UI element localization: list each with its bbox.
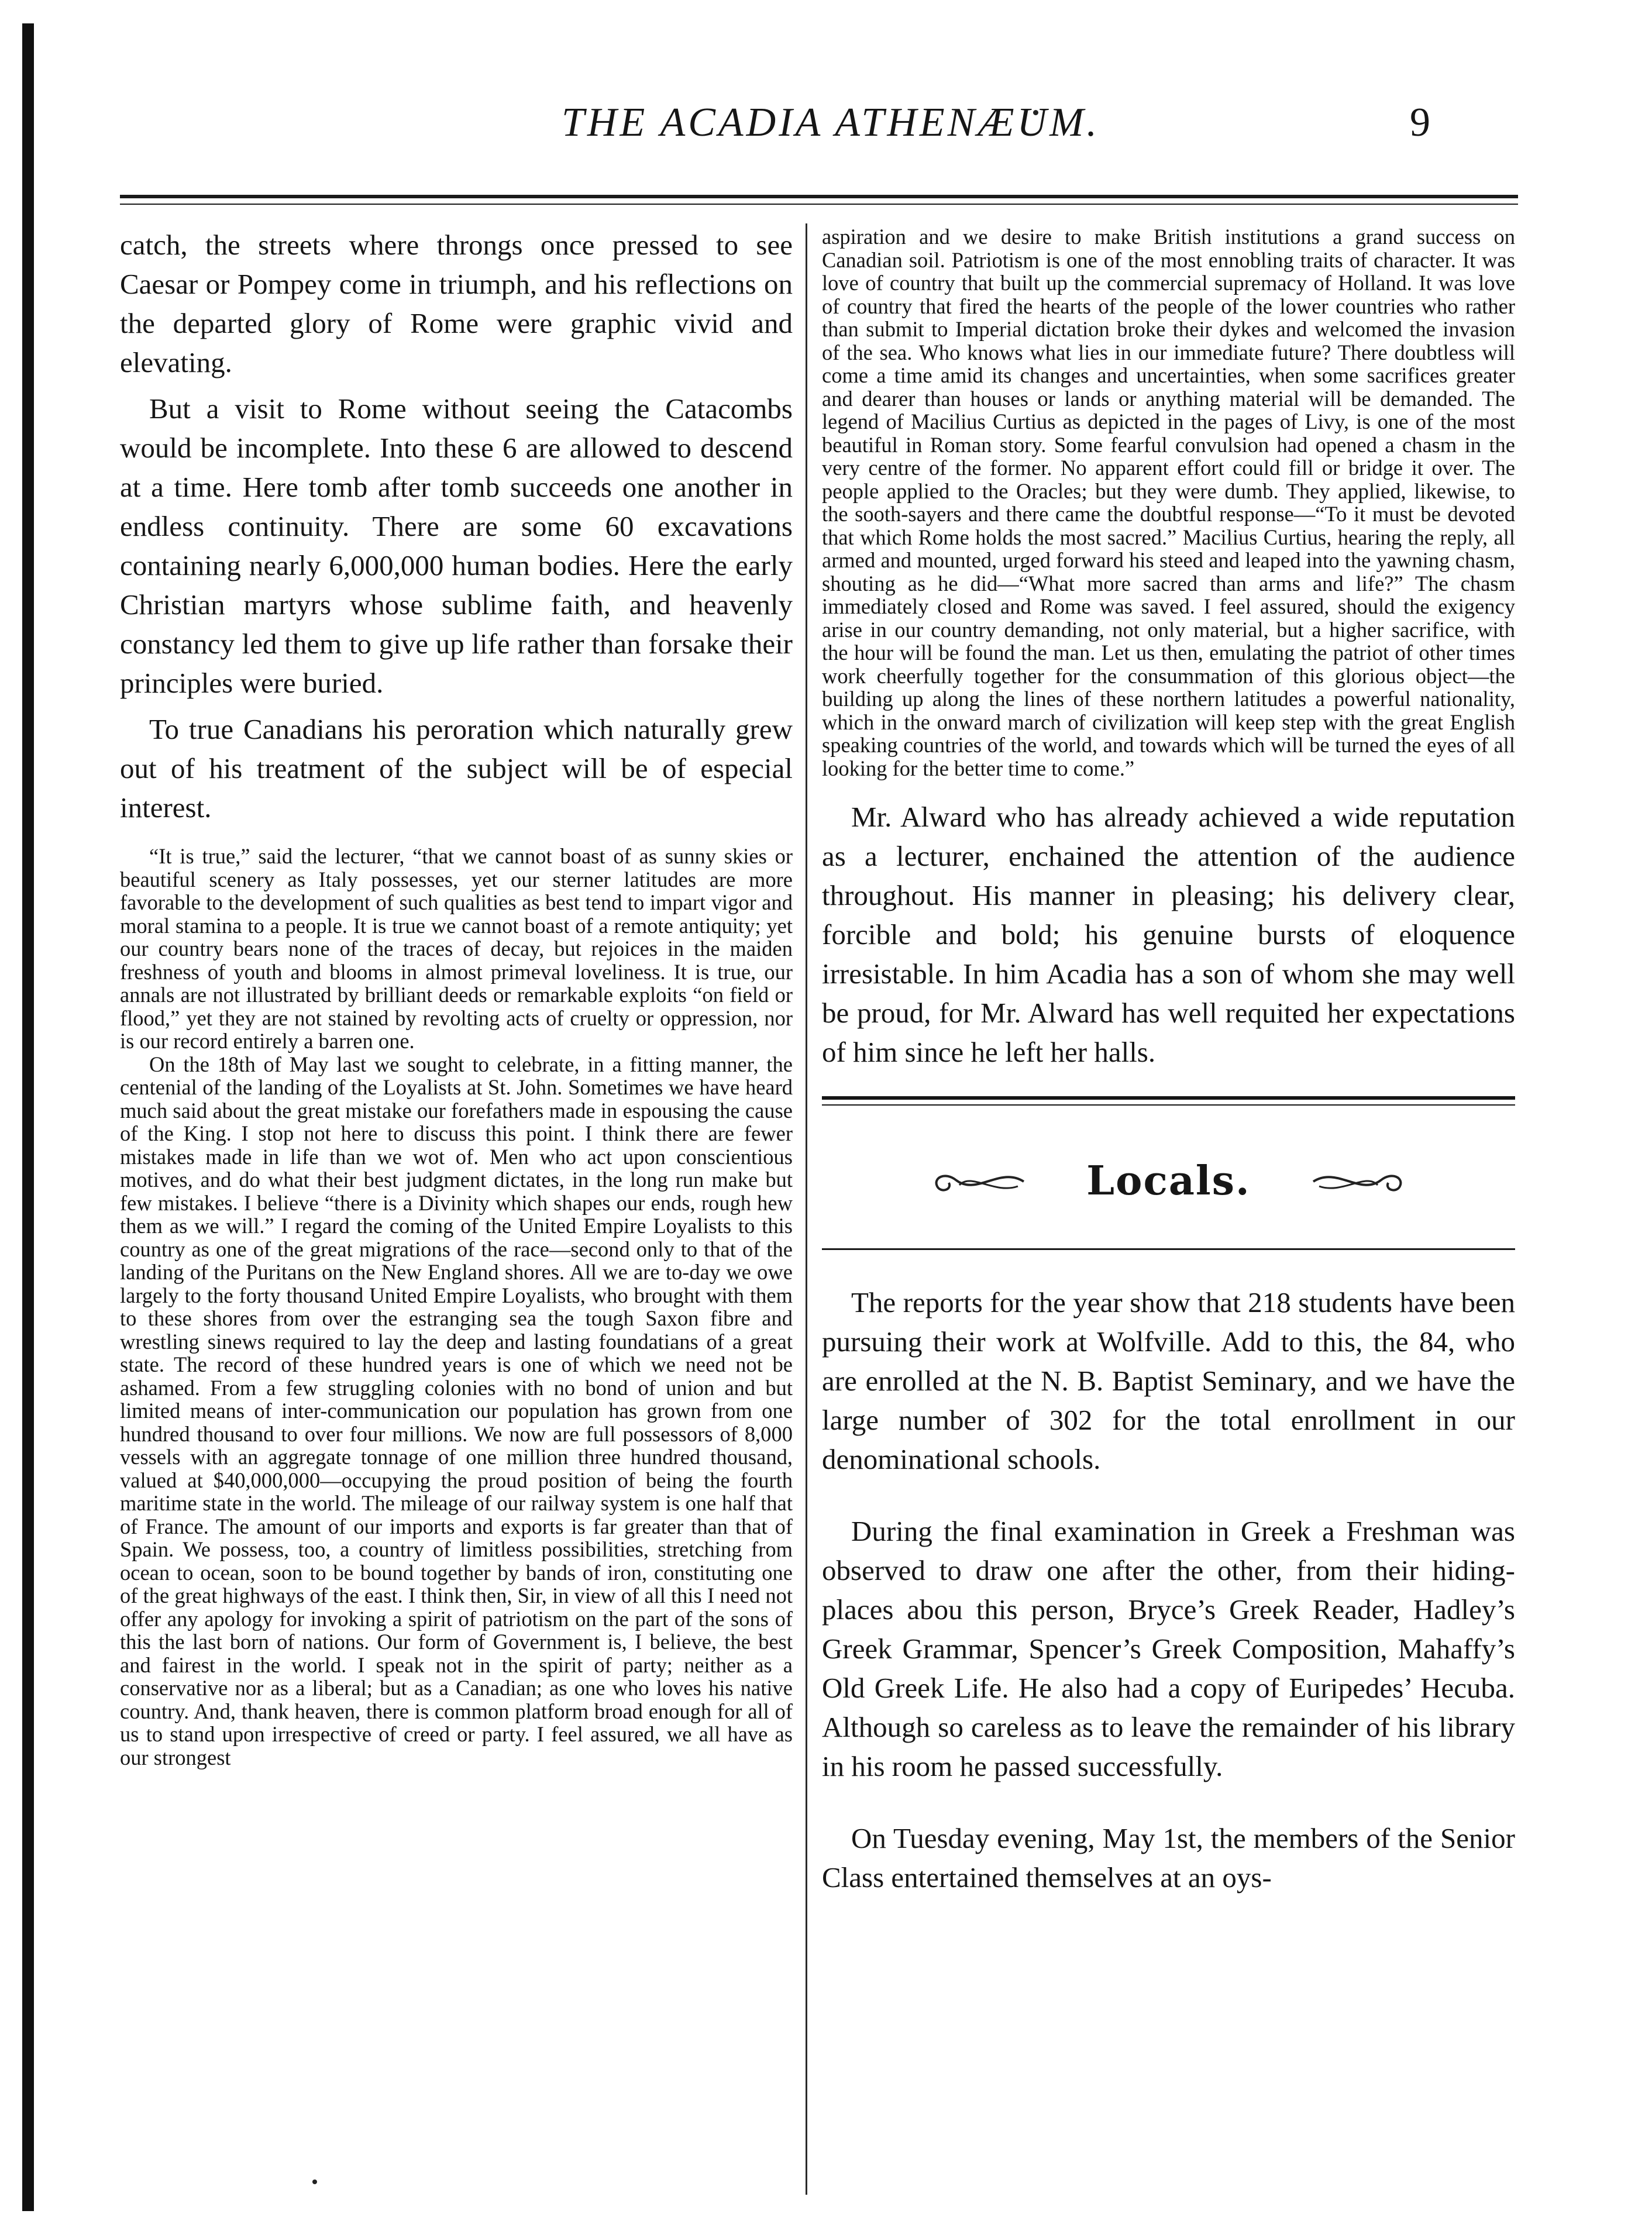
heading-underline: [822, 1248, 1515, 1250]
right-column: [822, 225, 1515, 2196]
locals-item: On Tuesday evening, May 1st, the members of the Senior Class entertained themselves at an oys-: [822, 1822, 1515, 1893]
article-paragraph: To true Canadians his peroration which naturally grew out of his treatment of the subject will be of especial interest.: [120, 713, 793, 824]
section-divider: [822, 1096, 1515, 1114]
article-paragraph: But a visit to Rome without seeing the Catacombs would be incomplete. Into these 6 are allowed to descend at a time. Here tomb after tomb succeeds one another in endless continuity. There are some 60 excavations containing nearly 6,000,000 human bodies. Here the early Christian martyrs whose sublime faith, and heavenly constancy led them to give up life rather than forsake their principles were buried.: [120, 392, 793, 699]
header-rule-thin: [120, 204, 1518, 205]
page-number: 9: [1410, 100, 1430, 145]
header-rule-thick: [120, 195, 1518, 198]
quoted-speech: “It is true,” said the lecturer, “that we cannot boast of as sunny skies or beautiful scenery as Italy possesses, yet our sterner latitudes are more favorable to the development of such qualities as best tend to impart vigor and moral stamina to a people. It is true we cannot boast of a remote antiquity; yet our country bears none of the traces of decay, but rejoices in the maiden freshness of youth and blooms in almost primeval loveliness. It is true, our annals are not illustrated by brilliant deeds or remarkable exploits “on field or flood,” yet they are not stained by revolting acts of cruelty or oppression, nor is our record entirely a barren one.: [120, 844, 793, 1053]
article-paragraph: catch, the streets where throngs once pressed to see Caesar or Pompey come in triumph, and his reflections on the departed glory of Rome were graphic vivid and elevating.: [120, 229, 793, 378]
quoted-speech: aspiration and we desire to make British institutions a grand success on Canadian soil. Patriotism is one of the most ennobling traits of character. It was love of country that built up the commercial supremacy of Holland. It was love of country that fired the hearts of the people of the lower countries who rather than submit to Imperial dictation broke their dykes and welcomed the invasion of the sea. Who knows what lies in our immediate future? There doubtless will come a time amid its changes and uncertainties, when some sacrifices greater and dearer than houses or lands or anything material will be demanded. The legend of Macilius Curtius as depicted in the pages of Livy, is one of the most beautiful in Roman story. Some fearful convulsion had opened a chasm in the very centre of the former. No apparent effort could fill or bridge it over. The people applied to the Oracles; but they were dumb. They applied, likewise, to the sooth-sayers and there came the doubtful response—“To it must be devoted that which Rome holds the most sacred.” Macilius Curtius, hearing the reply, all armed and mounted, urged forward his steed and leaped into the yawning chasm, shouting as he did—“What more sacred than arms and life?” The chasm immediately closed and Rome was saved. I feel assured, should the exigency arise in our country demanding, not only material, but a higher sacrifice, with the hour will be found the man. Let us then, emulating the patriot of other times work cheerfully together for the consummation of this glorious object—the building up along the lines of these northern latitudes a powerful nationality, which in the onward march of civilization will keep step with the great English speaking countries of the world, and towards which will be turned the eyes of all looking for the better time to come.”: [822, 225, 1515, 780]
article-paragraph: Mr. Alward who has already achieved a wide reputation as a lecturer, enchained the attention of the audience throughout. His manner in pleasing; his delivery clear, forcible and bold; his genuine bursts of eloquence irresistable. In him Acadia has a son of whom she may well be proud, for Mr. Alward has well requited her expectations of him since he left her halls.: [822, 801, 1515, 1068]
locals-item: The reports for the year show that 218 students have been pursuing their work at Wolfville. Add to this, the 84, who are enrolled at the N. B. Baptist Seminary, and we have the large number of 302 for the total enrollment in our denominational schools.: [822, 1286, 1515, 1475]
left-column: [120, 225, 793, 2196]
quoted-speech: On the 18th of May last we sought to celebrate, in a fitting manner, the centenial of the landing of the Loyalists at St. John. Sometimes we have heard much said about the great mistake our forefathers made in espousing the cause of the King. I stop not here to discuss this point. I think there are fewer mistakes made in life than we wot of. Men who act upon conscientious motives, and do what their best judgment dictates, in the long run make but few mistakes. I believe “there is a Divinity which shapes our ends, rough hew them as we will.” I regard the coming of the United Empire Loyalists to this country as one of the great migrations of the race—second only to that of the landing of the Puritans on the New England shores. All we are to-day we owe largely to the forty thousand United Empire Loyalists, who brought with them to these shores from over the estranging sea the tough Saxon fibre and wrestling sinews required to lay the deep and lasting foundatians of a great state. The record of these hundred years is one of which we need not be ashamed. From a few struggling colonies with no bond of union and but limited means of inter-communication our population has grown from one hundred thousand to over four millions. We now are full possessors of 8,000 vessels with an aggregate tonnage of one million three hundred thousand, valued at $40,000,000—occupying the proud position of being the fourth maritime state in the world. The mileage of our railway system is one half that of France. The amount of our imports and exports is far greater than that of Spain. We possess, too, a country of limitless possibilities, stretching from ocean to ocean, soon to be bound together by bands of iron, constituting one of the great highways of the east. I think then, Sir, in view of all this I need not offer any apology for invoking a spirit of patriotism on the part of the sons of this the last born of nations. Our form of Government is, I believe, the best and fairest in the world. I speak not in the spirit of party; neither as a conservative nor as a liberal; but as a Canadian; as one who loves his native country. And, thank heaven, there is common platform broad enough for all of us to stand upon irrespective of creed or party. I feel assured, we all have as our strongest: [120, 1052, 793, 1769]
scan-binding-edge: [22, 23, 34, 2211]
locals-item: During the final examination in Greek a Freshman was observed to draw one after the other, from their hiding-places abou this person, Bryce’s Greek Reader, Hadley’s Greek Grammar, Spencer’s Greek Composition, Mahaffy’s Old Greek Life. He also had a copy of Euripedes’ Hecuba. Although so careless as to leave the remainder of his library in his room he passed successfully.: [822, 1515, 1515, 1782]
column-divider: [806, 223, 807, 2195]
locals-heading: [822, 1137, 1515, 1225]
masthead-title: THE ACADIA ATHENÆUM.: [562, 100, 1100, 145]
left-flourish-icon: [924, 1161, 1030, 1201]
section-title: Locals.: [1086, 1158, 1251, 1204]
right-flourish-icon: [1307, 1161, 1413, 1201]
